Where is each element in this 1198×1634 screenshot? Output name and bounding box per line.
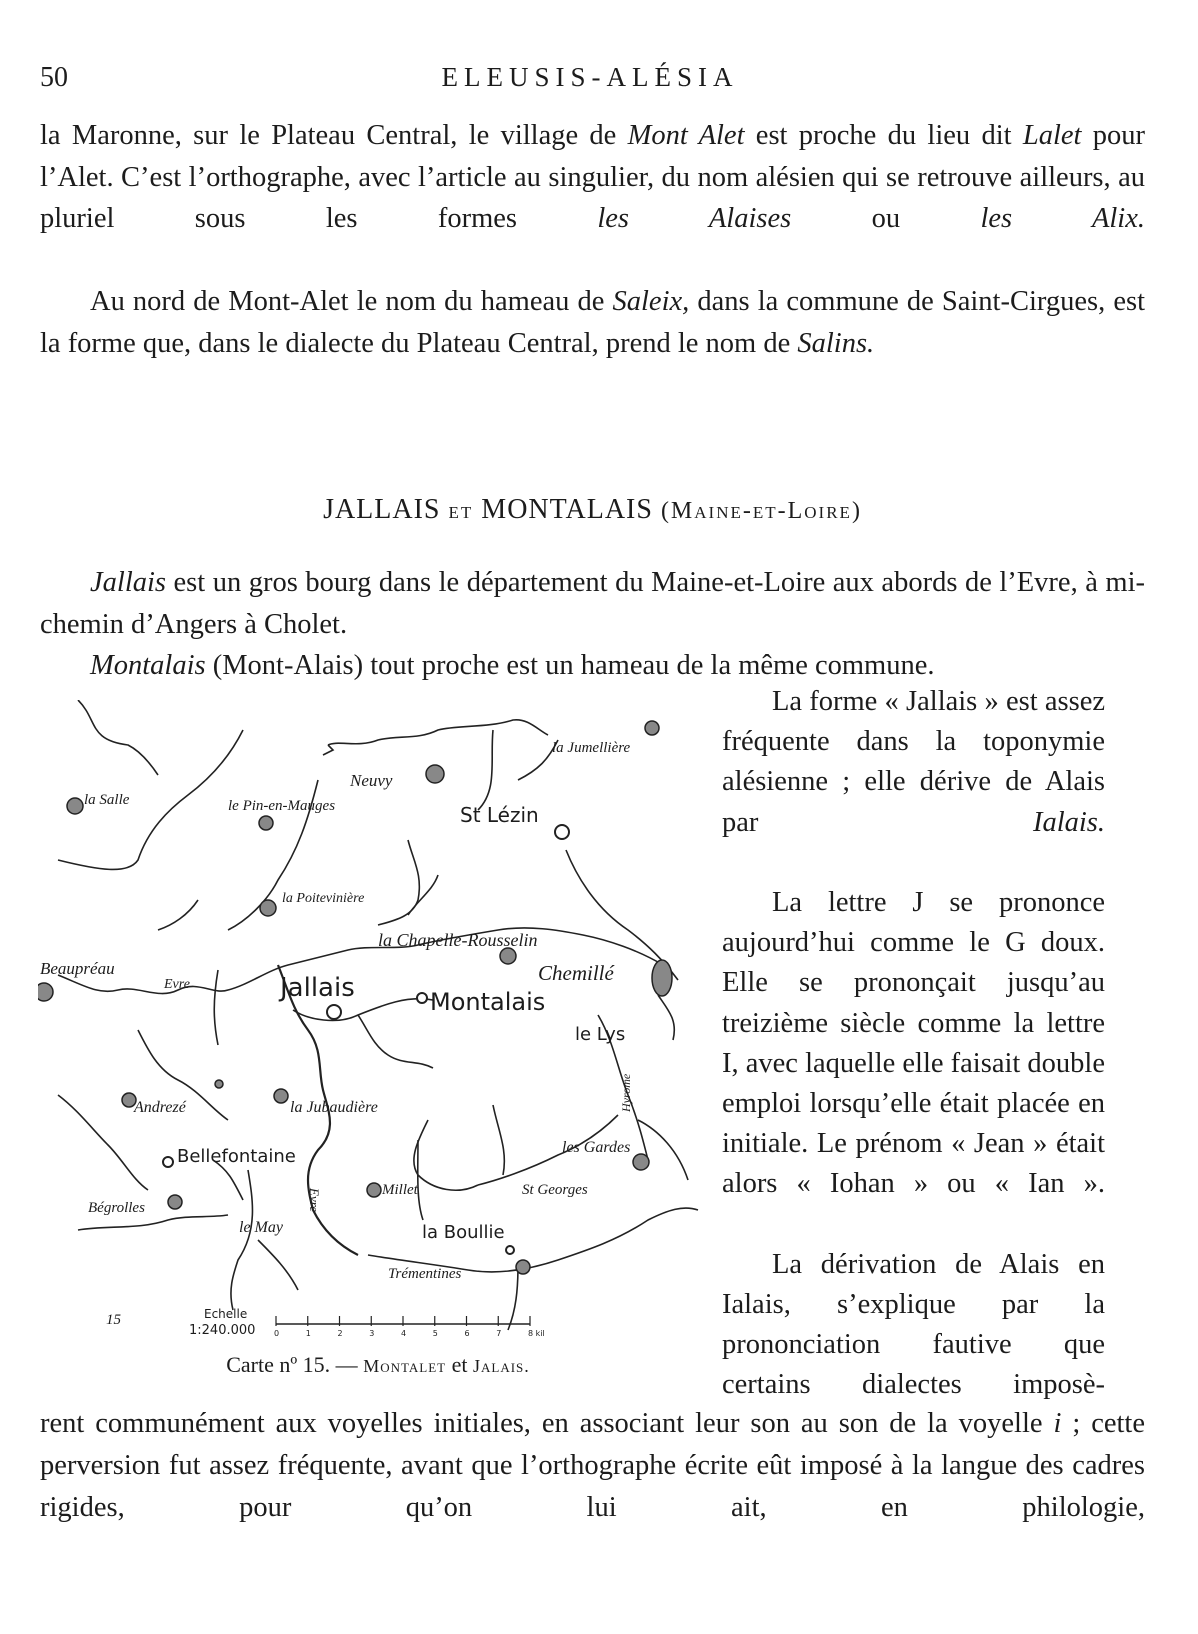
label-la-jubaudiere: la Jubaudière [290, 1099, 378, 1116]
scale-bar [274, 1316, 545, 1338]
marker-chemille [652, 960, 672, 996]
label-trementines: Trémentines [388, 1266, 462, 1282]
label-la-poitevinere: la Poitevinière [282, 891, 365, 906]
marker-jallais [327, 1005, 341, 1019]
intro-paragraph [40, 281, 1145, 364]
page-number: 50 [40, 62, 68, 93]
italic-term: i [1053, 1408, 1062, 1439]
marker-trementines [516, 1260, 530, 1274]
scale-ratio: 1:240.000 [189, 1323, 256, 1338]
italic-term: Jallais [90, 567, 166, 598]
text-run: (Mont-Alais) tout proche est un hameau de la même commune. [205, 650, 935, 681]
scale-tick-label: 5 [432, 1329, 438, 1338]
intro-text [40, 115, 1145, 364]
caption-name1: Montalet [363, 1356, 447, 1376]
text-run: ; cette perversion fut assez fréquente, avant que l’orthographe écrite eût imposé à la langue des cadres rigides, pour qu’on lui ait, en philologie, [40, 1408, 1145, 1523]
caption-name2: Jalais. [472, 1356, 530, 1376]
section-title-et: et [448, 498, 474, 524]
label-les-gardes: les Gardes [562, 1139, 631, 1156]
right-column-paragraph [722, 682, 1105, 883]
section-title-montalais: MONTALAIS [481, 494, 653, 525]
italic-term: les Alaises [597, 203, 792, 234]
section-title-department: (Maine-et-Loire) [660, 498, 862, 524]
text-run: La lettre J se prononce aujourd’hui comme le G doux. Elle se prononçait jusqu’au treizième siècle comme la lettre I, avec laquelle elle faisait double emploi lorsqu’elle était placée en initiale. Le prénom « Jean » était alors « Iohan » ou « Ian ». [722, 887, 1105, 1200]
section-paragraph [40, 645, 1145, 687]
plate-number: 15 [106, 1312, 121, 1328]
label-bellefontaine: Bellefontaine [177, 1146, 296, 1167]
label-montalais: Montalais [430, 988, 546, 1016]
text-run: est proche du lieu dit [744, 120, 1023, 151]
label-la-chapelle: la Chapelle-Rousselin [378, 930, 538, 950]
marker-le-pin [259, 816, 273, 830]
scale-tick-label: 8 kil [528, 1329, 545, 1338]
marker-bellefontaine [163, 1157, 173, 1167]
marker-beaupreau [38, 983, 53, 1001]
text-run: pour l’Alet. C’est l’orthographe, avec l’article au singulier, du nom alésien qui se retrouve ailleurs, au pluriel sous les formes [40, 120, 1145, 234]
italic-term: Ialais. [1032, 806, 1105, 838]
label-le-lys: le Lys [575, 1024, 626, 1045]
italic-term: Mont Alet [627, 120, 745, 151]
label-beaupreau: Beaupréau [40, 959, 115, 978]
map-figure [38, 700, 718, 1420]
bottom-text [40, 1403, 1145, 1571]
section-title-jallais: JALLAIS [323, 494, 441, 525]
marker-la-salle [67, 798, 83, 814]
bottom-paragraph [40, 1403, 1145, 1571]
section-title [40, 494, 1145, 526]
scale-tick-label: 4 [401, 1329, 407, 1338]
label-la-boullie: la Boullie [422, 1222, 505, 1243]
scale-tick-label: 2 [337, 1329, 343, 1338]
caption-prefix: Carte nº 15. — [226, 1352, 364, 1377]
text-run: est un gros bourg dans le département du Maine-et-Loire aux abords de l’Evre, à mi-chemin d’Angers à Cholet. [40, 567, 1145, 640]
scale-tick-label: 6 [464, 1329, 470, 1338]
right-column-paragraph [722, 883, 1105, 1245]
marker-la-jumelliere [645, 721, 659, 735]
text-run: la Maronne, sur le Plateau Central, le village de [40, 120, 628, 151]
text-run: La forme « Jallais » est assez fréquente dans la toponymie alésienne ; elle dérive de Alais par [722, 686, 1105, 838]
text-run: Au nord de Mont-Alet le nom du hameau de [90, 286, 613, 317]
marker-la-poitevinere [260, 900, 276, 916]
label-le-may: le May [239, 1219, 283, 1236]
scale-tick-label: 7 [496, 1329, 502, 1338]
marker-millet [367, 1183, 381, 1197]
label-le-pin: le Pin-en-Mauges [228, 798, 336, 814]
label-jallais: Jallais [280, 973, 355, 1003]
italic-term: les Alix. [980, 203, 1145, 234]
italic-term: Salins. [797, 327, 875, 359]
running-title: ELEUSIS-ALÉSIA [441, 62, 739, 92]
marker-st-lezin [555, 825, 569, 839]
intro-paragraph [40, 115, 1145, 281]
marker-small-1 [215, 1080, 223, 1088]
text-run: La dérivation de Alais en Ialais, s’explique par la prononciation fautive que certains dialectes imposè- [722, 1248, 1105, 1401]
label-andreze: Andrezé [134, 1099, 186, 1116]
marker-neuvy [426, 765, 444, 783]
italic-term: Saleix, [612, 286, 690, 317]
marker-montalais [417, 993, 427, 1003]
scale-tick-label: 3 [369, 1329, 375, 1338]
italic-term: Montalais [90, 650, 206, 681]
label-st-lezin: St Lézin [460, 803, 539, 827]
label-st-georges: St Georges [522, 1182, 588, 1198]
marker-les-gardes [633, 1154, 649, 1170]
italic-term: Lalet [1022, 120, 1082, 151]
scale-tick-label: 0 [274, 1329, 280, 1338]
marker-begrolles [168, 1195, 182, 1209]
section-text [40, 562, 1145, 687]
right-column-text [722, 682, 1105, 1446]
figure-caption [38, 1352, 718, 1378]
map-illustration [38, 700, 718, 1350]
label-la-salle: la Salle [84, 792, 130, 808]
text-run: dans la commune de Saint-Cirgues, est la forme que, dans le dialecte du Plateau Central, prend le nom de [40, 286, 1145, 359]
label-begrolles: Bégrolles [88, 1200, 145, 1216]
label-neuvy: Neuvy [350, 771, 393, 790]
label-evre-vertical: Evre [307, 1188, 322, 1213]
marker-la-chapelle [500, 948, 516, 964]
running-header [40, 62, 1140, 102]
marker-la-boullie [506, 1246, 514, 1254]
marker-la-jubaudiere [274, 1089, 288, 1103]
label-chemille: Chemillé [538, 961, 614, 985]
scale-word: Echelle [204, 1307, 248, 1321]
label-evre: Evre [164, 977, 190, 992]
caption-et: et [446, 1352, 473, 1377]
label-la-jumelliere: la Jumellière [552, 740, 631, 756]
text-run: ou [791, 203, 981, 234]
section-paragraph [40, 562, 1145, 645]
text-run: rent communément aux voyelles initiales, en associant leur son au son de la voyelle [40, 1408, 1054, 1439]
scale-tick-label: 1 [305, 1329, 311, 1338]
label-hyrome: Hyrome [619, 1073, 633, 1112]
label-millet: Millet [382, 1182, 418, 1198]
